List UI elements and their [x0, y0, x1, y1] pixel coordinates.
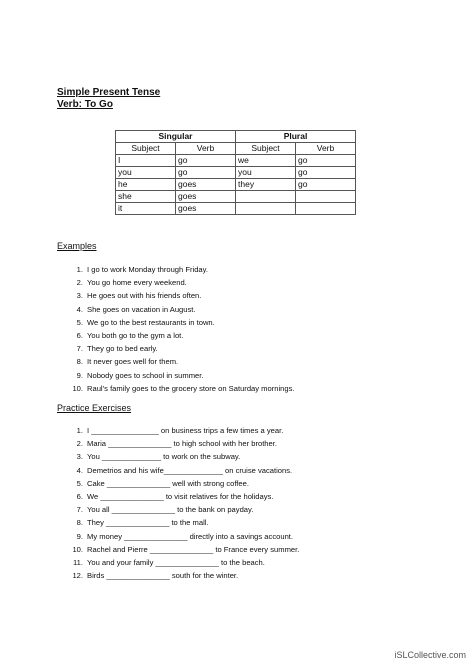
- item-text: You and your family _______________ to the beach.: [87, 557, 265, 567]
- watermark-footer: iSLCollective.com: [394, 650, 466, 660]
- list-item: [57, 316, 295, 329]
- list-item: [57, 477, 299, 490]
- table-cell: go: [296, 167, 356, 179]
- table-cell: you: [236, 167, 296, 179]
- item-number: 8.: [76, 518, 83, 528]
- table-cell: it: [116, 203, 176, 215]
- item-text: Raul’s family goes to the grocery store on Saturday mornings.: [87, 383, 295, 393]
- table-cell: I: [116, 155, 176, 167]
- table-cell: she: [116, 191, 176, 203]
- table-cell: [296, 203, 356, 215]
- item-number: 3.: [76, 452, 83, 462]
- item-text: Cake _______________ well with strong coffee.: [87, 478, 249, 488]
- item-text: We _______________ to visit relatives for the holidays.: [87, 491, 274, 501]
- item-text: Nobody goes to school in summer.: [87, 370, 204, 380]
- list-item: [57, 329, 295, 342]
- table-cell: he: [116, 179, 176, 191]
- list-item: [57, 355, 295, 368]
- conjugation-table: [115, 130, 356, 215]
- table-cell: goes: [176, 191, 236, 203]
- item-number: 5.: [76, 317, 83, 327]
- list-item: [57, 530, 299, 543]
- table-row: [116, 203, 356, 215]
- list-item: [57, 276, 295, 289]
- item-number: 3.: [76, 291, 83, 301]
- page-subtitle: Verb: To Go: [57, 99, 113, 110]
- list-item: [57, 450, 299, 463]
- list-item: [57, 516, 299, 529]
- item-number: 12.: [72, 571, 83, 581]
- item-text: Demetrios and his wife______________ on cruise vacations.: [87, 465, 293, 475]
- table-row: [116, 155, 356, 167]
- item-text: I go to work Monday through Friday.: [87, 265, 208, 274]
- list-item: [57, 369, 295, 382]
- table-cell: go: [176, 155, 236, 167]
- table-row: [116, 167, 356, 179]
- table-row: [116, 191, 356, 203]
- list-item: [57, 437, 299, 450]
- item-text: Rachel and Pierre _______________ to France every summer.: [87, 544, 300, 554]
- item-number: 10.: [72, 383, 83, 393]
- plural-header: Plural: [236, 131, 356, 143]
- item-number: 1.: [76, 265, 83, 274]
- subject-header: Subject: [116, 143, 176, 155]
- list-item: [57, 382, 295, 395]
- item-text: Birds _______________ south for the winter.: [87, 571, 239, 581]
- item-text: You go home every weekend.: [87, 278, 187, 288]
- verb-header: Verb: [296, 143, 356, 155]
- item-text: We go to the best restaurants in town.: [87, 317, 215, 327]
- list-item: [57, 464, 299, 477]
- item-number: 9.: [76, 531, 83, 541]
- examples-heading: Examples: [57, 241, 97, 251]
- item-text: He goes out with his friends often.: [87, 291, 202, 301]
- subject-header: Subject: [236, 143, 296, 155]
- table-cell: go: [296, 179, 356, 191]
- item-number: 2.: [76, 278, 83, 288]
- item-text: My money _______________ directly into a savings account.: [87, 531, 294, 541]
- list-item: [57, 342, 295, 355]
- item-text: You both go to the gym a lot.: [87, 330, 184, 340]
- item-text: You ______________ to work on the subway.: [87, 452, 241, 462]
- item-text: They go to bed early.: [87, 344, 158, 354]
- practice-list: [57, 424, 299, 582]
- table-cell: they: [236, 179, 296, 191]
- item-number: 7.: [76, 344, 83, 354]
- table-row: [116, 179, 356, 191]
- item-number: 7.: [76, 505, 83, 515]
- list-item: [57, 503, 299, 516]
- item-number: 10.: [72, 544, 83, 554]
- item-number: 9.: [76, 370, 83, 380]
- item-text: Maria _______________ to high school with her brother.: [87, 439, 277, 449]
- item-number: 2.: [76, 439, 83, 449]
- item-text: They _______________ to the mall.: [87, 518, 209, 528]
- list-item: [57, 556, 299, 569]
- table-cell: go: [176, 167, 236, 179]
- item-number: 6.: [76, 491, 83, 501]
- list-item: [57, 543, 299, 556]
- item-text: I ________________ on business trips a few times a year.: [87, 426, 284, 435]
- singular-header: Singular: [116, 131, 236, 143]
- item-text: You all _______________ to the bank on payday.: [87, 505, 254, 515]
- list-item: [57, 490, 299, 503]
- item-number: 4.: [76, 304, 83, 314]
- list-item: [57, 569, 299, 582]
- item-number: 1.: [76, 426, 83, 435]
- examples-list: [57, 263, 295, 395]
- item-number: 6.: [76, 330, 83, 340]
- page-title: Simple Present Tense: [57, 87, 161, 98]
- list-item: [57, 424, 299, 437]
- table-cell: goes: [176, 179, 236, 191]
- table-cell: goes: [176, 203, 236, 215]
- item-number: 5.: [76, 478, 83, 488]
- item-text: It never goes well for them.: [87, 357, 179, 367]
- table-cell: we: [236, 155, 296, 167]
- item-text: She goes on vacation in August.: [87, 304, 196, 314]
- table-cell: [296, 191, 356, 203]
- list-item: [57, 303, 295, 316]
- practice-heading: Practice Exercises: [57, 403, 132, 413]
- item-number: 4.: [76, 465, 83, 475]
- table-cell: go: [296, 155, 356, 167]
- table-cell: [236, 203, 296, 215]
- verb-header: Verb: [176, 143, 236, 155]
- item-number: 11.: [73, 557, 83, 567]
- item-number: 8.: [76, 357, 83, 367]
- list-item: [57, 263, 295, 276]
- table-cell: [236, 191, 296, 203]
- list-item: [57, 289, 295, 302]
- table-cell: you: [116, 167, 176, 179]
